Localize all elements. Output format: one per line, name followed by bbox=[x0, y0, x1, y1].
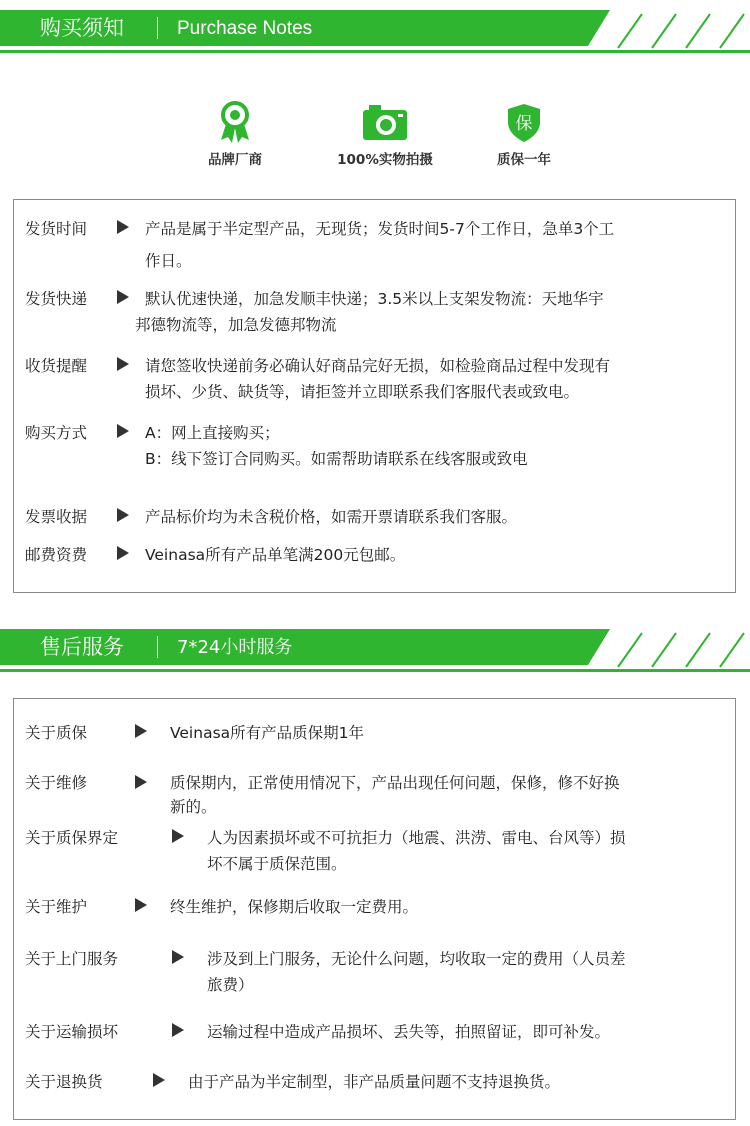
feature-brand-label: 品牌厂商 bbox=[208, 152, 262, 168]
note-value: 产品标价均为未含税价格，如需开票请联系我们客服。 bbox=[145, 508, 518, 526]
purchase-title-zh: 购买须知 bbox=[40, 16, 124, 40]
feature-warranty bbox=[444, 100, 604, 168]
purchase-title-en: Purchase Notes bbox=[177, 18, 313, 39]
arrow-right-icon bbox=[117, 424, 129, 438]
camera-icon bbox=[361, 100, 409, 144]
note-value: 产品是属于半定型产品，无现货；发货时间5-7个工作日，急单3个工 作日。 bbox=[145, 220, 615, 270]
arrow-right-icon bbox=[135, 898, 147, 912]
arrow-right-icon bbox=[172, 1023, 184, 1037]
service-value: 运输过程中造成产品损坏、丢失等，拍照留证，即可补发。 bbox=[207, 1023, 611, 1041]
purchase-notes-box bbox=[13, 199, 736, 593]
service-title-en: 7*24小时服务 bbox=[177, 637, 293, 658]
service-key: 关于维护 bbox=[25, 898, 88, 916]
note-value: A：网上直接购买； B：线下签订合同购买。如需帮助请联系在线客服或致电 bbox=[145, 424, 528, 468]
note-key: 发货快递 bbox=[25, 290, 88, 308]
service-key: 关于维修 bbox=[25, 774, 88, 792]
service-title-zh: 售后服务 bbox=[40, 635, 124, 659]
service-key: 关于质保界定 bbox=[25, 829, 119, 847]
banner-stripes bbox=[580, 10, 750, 54]
service-value: 质保期内，正常使用情况下，产品出现任何问题，保修，修不好换 新的。 bbox=[170, 774, 620, 816]
arrow-right-icon bbox=[153, 1073, 165, 1087]
service-value: 终生维护，保修期后收取一定费用。 bbox=[170, 898, 419, 916]
service-key: 关于运输损坏 bbox=[25, 1023, 119, 1041]
arrow-right-icon bbox=[117, 290, 129, 304]
service-value: Veinasa所有产品质保期1年 bbox=[170, 724, 365, 742]
feature-photo bbox=[305, 100, 465, 168]
note-value: 默认优速快递，加急发顺丰快递；3.5米以上支架发物流：天地华宇 bbox=[145, 290, 604, 308]
feature-photo-label: 100%实物拍摄 bbox=[337, 152, 433, 168]
feature-brand bbox=[155, 100, 315, 168]
after-sales-box bbox=[13, 698, 736, 1120]
service-key: 关于质保 bbox=[25, 724, 88, 742]
note-key: 发票收据 bbox=[25, 508, 88, 526]
note-value: 请您签收快递前务必确认好商品完好无损，如检验商品过程中发现有 损坏、少货、缺货等，请拒签并立即联系我们客服代表或致电。 bbox=[145, 357, 611, 401]
arrow-right-icon bbox=[172, 829, 184, 843]
note-key: 发货时间 bbox=[25, 220, 88, 238]
title-separator bbox=[157, 636, 158, 658]
title-separator bbox=[157, 17, 158, 39]
award-ribbon-icon bbox=[213, 100, 257, 144]
service-value: 涉及到上门服务，无论什么问题，均收取一定的费用（人员差 旅费） bbox=[207, 950, 626, 994]
arrow-right-icon bbox=[135, 775, 147, 789]
purchase-notes-banner bbox=[0, 10, 750, 54]
banner-stripes bbox=[580, 629, 750, 673]
service-value: 由于产品为半定制型，非产品质量问题不支持退换货。 bbox=[188, 1073, 561, 1091]
service-key: 关于上门服务 bbox=[25, 950, 119, 968]
arrow-right-icon bbox=[135, 724, 147, 738]
arrow-right-icon bbox=[172, 950, 184, 964]
service-key: 关于退换货 bbox=[25, 1073, 103, 1091]
shield-icon-text: 保 bbox=[515, 114, 533, 134]
note-value-wrap: 邦德物流等，加急发德邦物流 bbox=[135, 316, 337, 334]
arrow-right-icon bbox=[117, 220, 129, 234]
note-value: Veinasa所有产品单笔满200元包邮。 bbox=[145, 546, 406, 564]
feature-warranty-label: 质保一年 bbox=[497, 152, 551, 168]
arrow-right-icon bbox=[117, 546, 129, 560]
service-value: 人为因素损坏或不可抗拒力（地震、洪涝、雷电、台风等）损 坏不属于质保范围。 bbox=[207, 829, 626, 873]
note-key: 邮费资费 bbox=[25, 546, 88, 564]
note-key: 购买方式 bbox=[25, 424, 88, 442]
after-sales-banner bbox=[0, 629, 750, 673]
shield-icon bbox=[502, 100, 546, 144]
arrow-right-icon bbox=[117, 357, 129, 371]
note-key: 收货提醒 bbox=[25, 357, 88, 375]
arrow-right-icon bbox=[117, 508, 129, 522]
